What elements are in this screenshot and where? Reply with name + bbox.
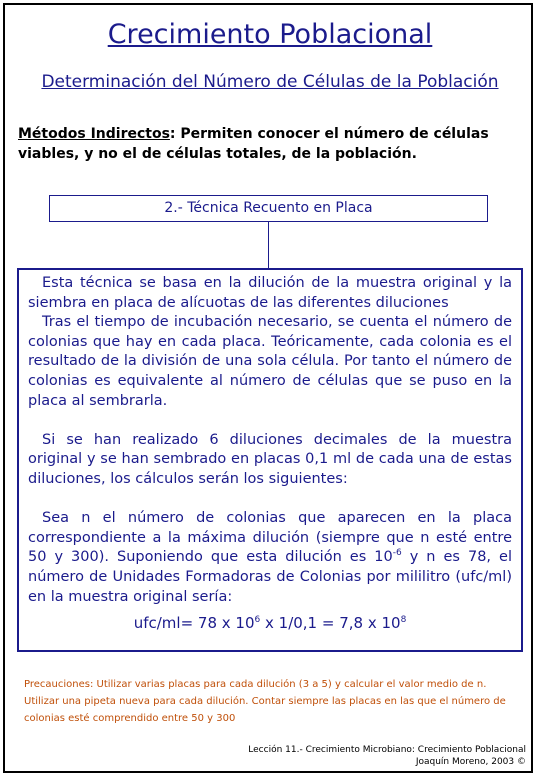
- footer: [248, 744, 526, 768]
- description-paragraph-4: [28, 509, 512, 607]
- technique-title-box: 2.- Técnica Recuento en Placa: [49, 195, 488, 222]
- paragraph-spacer: [28, 411, 512, 431]
- formula-part-a: ufc/ml= 78 x 10: [133, 614, 255, 633]
- footer-author: Joaquín Moreno, 2003 ©: [415, 757, 526, 767]
- formula-exponent-1: 6: [254, 615, 261, 626]
- calculation-formula: [28, 614, 512, 634]
- paragraph-spacer: [28, 490, 512, 510]
- description-paragraph-3: Si se han realizado 6 diluciones decimales de la muestra original y se han sembrado en placas 0,1 ml de cada una de estas diluciones, los cálculos serán los siguientes:: [28, 431, 512, 487]
- technique-description-box: [17, 268, 523, 652]
- precautions-note: Precauciones: Utilizar varias placas para cada dilución (3 a 5) y calcular el valor medio de n. Utilizar una pipeta nueva para cada dilución. Contar siempre las placas en las que el número de colonias esté comprendido entre 50 y 300: [24, 679, 506, 724]
- methods-label: Métodos Indirectos: [18, 126, 170, 142]
- methods-text: : Permiten conocer el número de células viables, y no el de células totales, de la población.: [18, 126, 489, 162]
- page-subtitle: Determinación del Número de Células de la Población: [41, 72, 499, 92]
- formula-part-b: x 1/0,1 = 7,8 x 10: [260, 614, 401, 633]
- footer-lesson: Lección 11.- Crecimiento Microbiano: Crecimiento Poblacional: [248, 745, 526, 755]
- description-paragraph-2: Tras el tiempo de incubación necesario, se cuenta el número de colonias que hay en cada placa. Teóricamente, cada colonia es el resultado de la división de una sola célula. Por tanto el número de colonias es equivalente al número de células que se puso en la placa al sembrarla.: [28, 314, 512, 409]
- methods-paragraph: [18, 124, 523, 164]
- dilution-exponent: -6: [392, 548, 402, 559]
- formula-exponent-2: 8: [400, 615, 407, 626]
- paragraph-4-text-b: y n es 78, el número de Unidades Formadoras de Colonias por mililitro (ufc/ml) en la muestra original sería:: [28, 549, 512, 605]
- description-paragraph-1: Esta técnica se basa en la dilución de la muestra original y la siembra en placa de alícuotas de las diferentes diluciones: [28, 275, 512, 311]
- connector-line: [268, 222, 269, 269]
- paragraph-4-text-a: Sea n el número de colonias que aparecen en la placa correspondiente a la máxima dilución (siempre que n esté entre 50 y 300). Suponiendo que esta dilución es 10: [28, 510, 512, 566]
- page-title: Crecimiento Poblacional: [107, 19, 433, 50]
